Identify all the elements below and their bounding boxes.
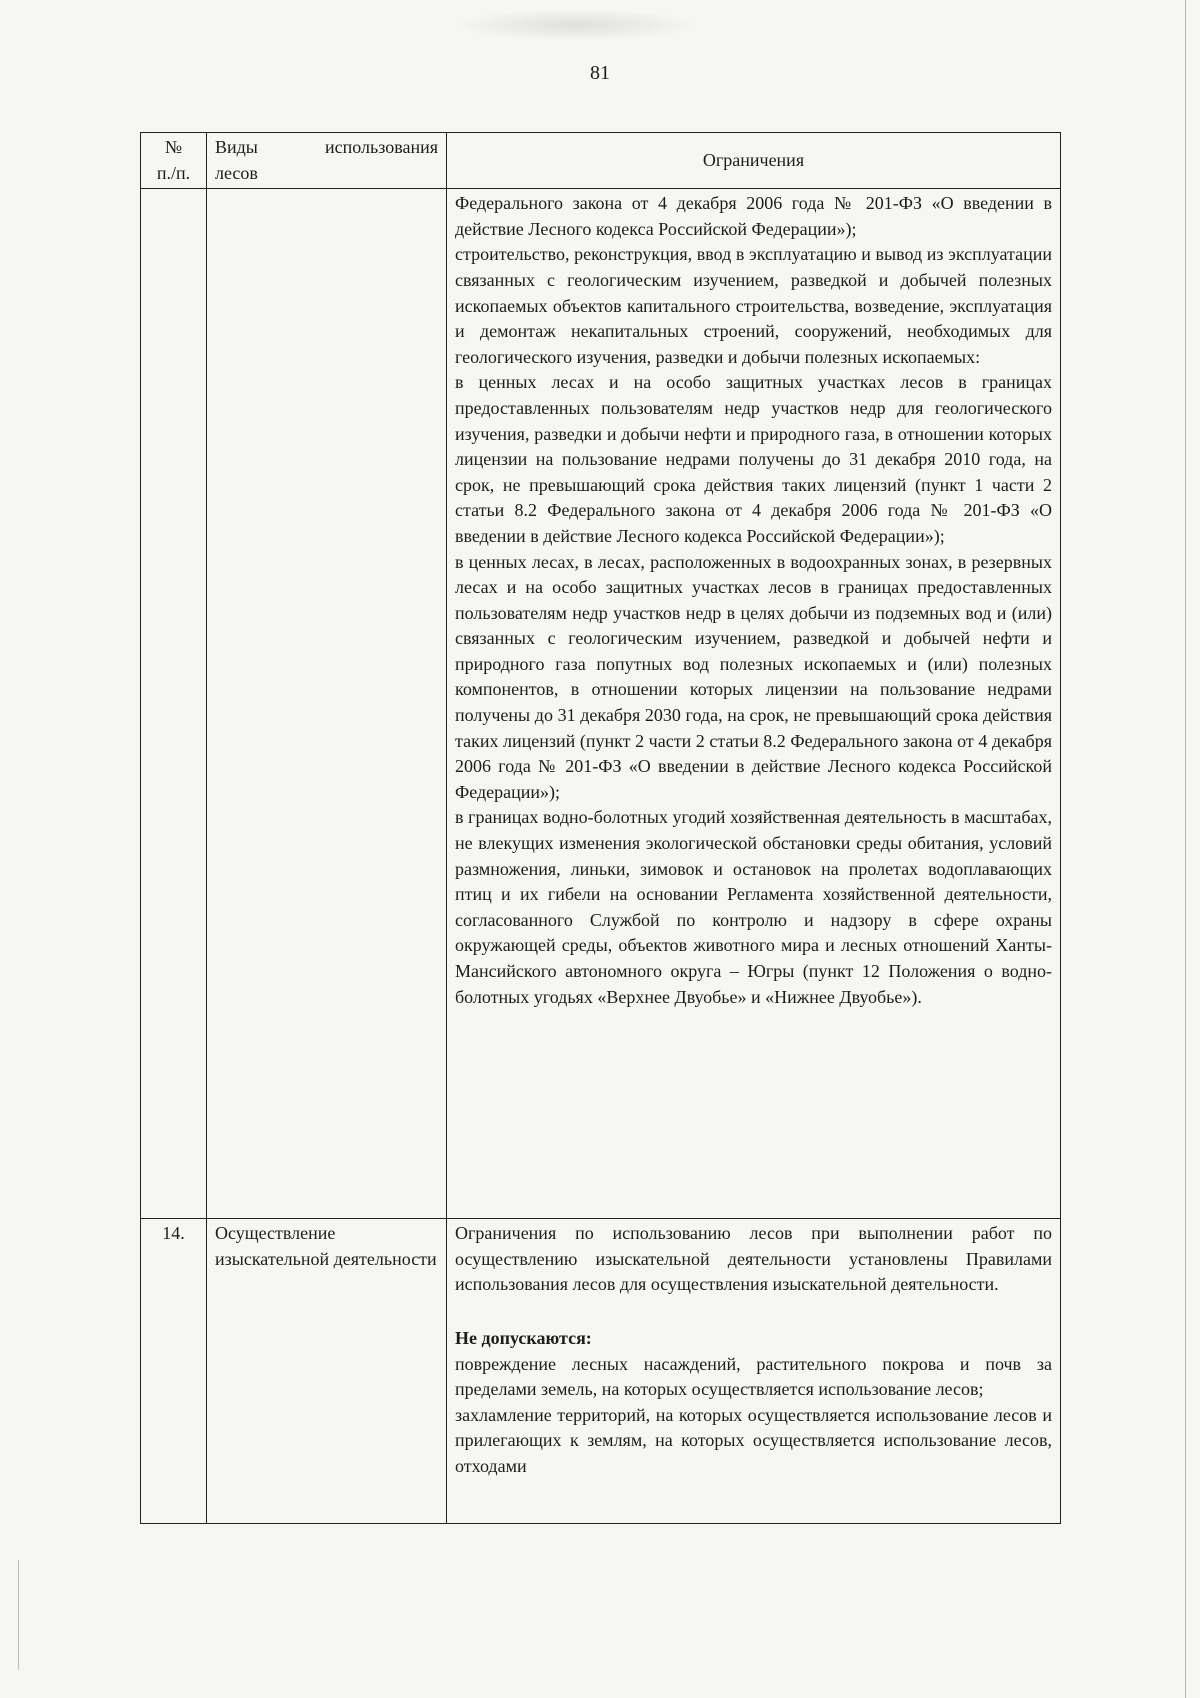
table-row bbox=[141, 189, 1061, 1219]
scan-artifact bbox=[460, 10, 690, 40]
margin-mark bbox=[18, 1560, 19, 1670]
page-number: 81 bbox=[590, 62, 610, 84]
not-allowed-heading: Не допускаются: bbox=[455, 1327, 592, 1348]
limitation-paragraph: Федерального закона от 4 декабря 2006 года № 201-ФЗ «О введении в действие Лесного кодекса Российской Федерации»); bbox=[455, 193, 1052, 239]
row-kind-cell: Осуществление изыскательной деятельности bbox=[207, 1219, 447, 1524]
header-number-line1: № bbox=[164, 137, 183, 157]
header-kind bbox=[207, 133, 447, 189]
header-kind-word2: использования bbox=[324, 137, 438, 157]
row-limitations-cell bbox=[447, 189, 1061, 1219]
page-edge-line bbox=[1185, 0, 1186, 1698]
header-number-line2: п./п. bbox=[156, 162, 191, 183]
limitation-paragraph: захламление территорий, на которых осуществляется использование лесов и прилегающих к землям, на которых осуществляется использование лесов, отходами bbox=[455, 1404, 1052, 1476]
row-number-cell: 14. bbox=[141, 1219, 207, 1524]
limitations-table bbox=[140, 132, 1061, 1524]
row-limitations-cell bbox=[447, 1219, 1061, 1524]
limitation-intro: Ограничения по использованию лесов при выполнении работ по осуществлению изыскательной деятельности установлены Правилами использования лесов для осуществления изыскательной деятельности. bbox=[455, 1223, 1052, 1295]
row-number-cell bbox=[141, 189, 207, 1219]
row-kind-cell bbox=[207, 189, 447, 1219]
header-kind-line2: лесов bbox=[215, 162, 258, 183]
limitation-paragraph: в ценных лесах и на особо защитных участках лесов в границах предоставленных пользователям недр участков недр для геологического изучения, разведки и добычи нефти и природного газа, в отношении которых лицензии на пользование недрами получены до 31 декабря 2010 года, на срок, не превышающий срока действия таких лицензий (пункт 1 части 2 статьи 8.2 Федерального закона от 4 декабря 2006 года № 201-ФЗ «О введении в действие Лесного кодекса Российской Федерации»); bbox=[455, 372, 1052, 546]
limitation-paragraph: в границах водно-болотных угодий хозяйственная деятельность в масштабах, не влекущих изменения экологической обстановки среды обитания, условий размножения, линьки, зимовок и остановок на пролетах водоплавающих птиц и их гибели на основании Регламента хозяйственной деятельности, согласованного Службой по контролю и надзору в сфере охраны окружающей среды, объектов животного мира и лесных отношений Ханты-Мансийского автономного округа – Югры (пункт 12 Положения о водно-болотных угодьях «Верхнее Двуобье» и «Нижнее Двуобье»). bbox=[455, 807, 1052, 1007]
limitation-paragraph: строительство, реконструкция, ввод в эксплуатацию и вывод из эксплуатации связанных с геологическим изучением, разведкой и добычей полезных ископаемых объектов капитального строительства, возведение, эксплуатация и демонтаж некапитальных строений, сооружений, необходимых для геологического изучения, разведки и добычи полезных ископаемых: bbox=[455, 244, 1052, 367]
table-header-row bbox=[141, 133, 1061, 189]
header-kind-word1: Виды bbox=[215, 137, 258, 157]
header-kind-line1 bbox=[215, 135, 438, 161]
limitation-paragraph: в ценных лесах, в лесах, расположенных в водоохранных зонах, в резервных лесах и на особо защитных участках лесов в границах предоставленных пользователям недр участков недр в целях добычи из подземных вод и (или) связанных с геологическим изучением, разведкой и добычей нефти и природного газа попутных вод полезных ископаемых и (или) полезных компонентов, в отношении которых лицензии на пользование недрами получены до 31 декабря 2030 года, на срок, не превышающий срока действия таких лицензий (пункт 2 части 2 статьи 8.2 Федерального закона от 4 декабря 2006 года № 201-ФЗ «О введении в действие Лесного кодекса Российской Федерации»); bbox=[455, 551, 1052, 802]
table-row bbox=[141, 1219, 1061, 1524]
limitation-paragraph: повреждение лесных насаждений, растительного покрова и почв за пределами земель, на которых осуществляется использование лесов; bbox=[455, 1353, 1052, 1400]
header-limitations: Ограничения bbox=[447, 133, 1061, 189]
header-number bbox=[141, 133, 207, 189]
